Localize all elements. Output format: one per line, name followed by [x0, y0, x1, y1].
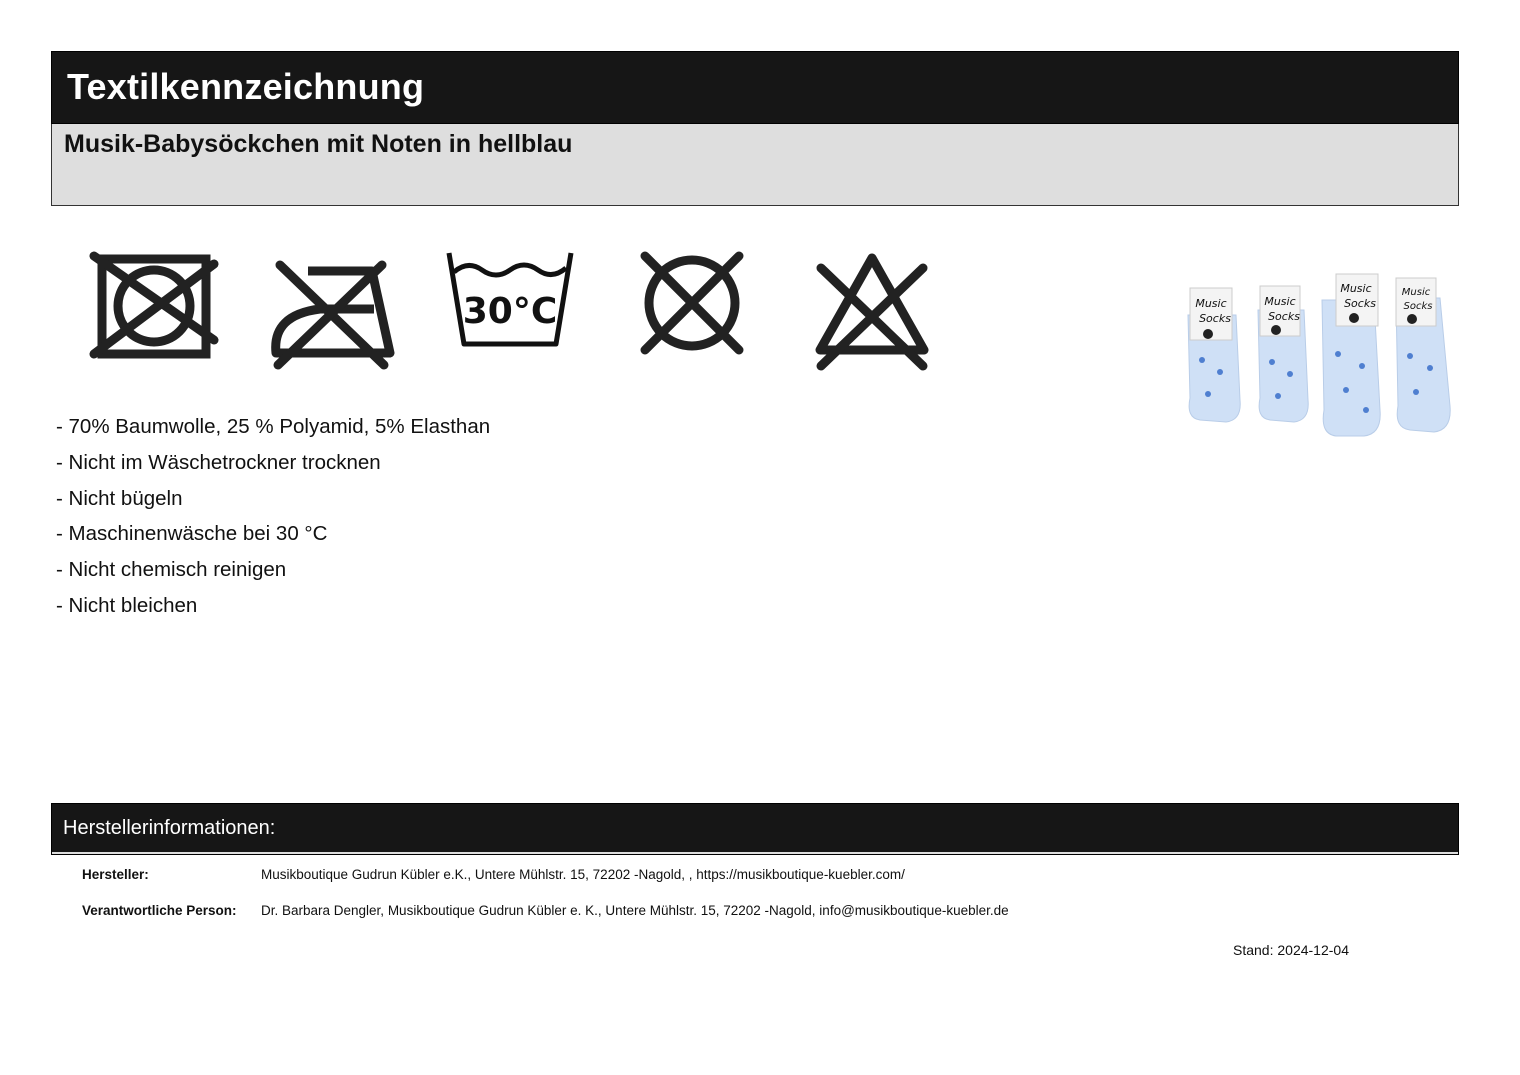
sock-tag-text: Socks: [1403, 301, 1433, 312]
care-instructions-list: [56, 412, 490, 627]
no-dry-clean-icon: [637, 250, 747, 356]
sock-tag-text: Socks: [1344, 297, 1376, 310]
product-title-box: [51, 124, 1459, 206]
sock-tag-text: Music: [1264, 295, 1296, 308]
responsible-person-value: Dr. Barbara Dengler, Musikboutique Gudrun Kübler e. K., Untere Mühlstr. 15, 72202 -Nagold, info@musikboutique-kuebler.de: [261, 903, 1009, 918]
sock-tag-text: Music: [1340, 282, 1372, 295]
sock-tag-text: Socks: [1268, 310, 1300, 323]
sock-2: [1258, 286, 1308, 422]
manufacturer-section-title: Herstellerinformationen:: [63, 817, 276, 839]
sock-tag-text: Socks: [1199, 312, 1231, 325]
date-stamp: Stand: 2024-12-04: [1233, 942, 1349, 958]
list-item: - Nicht bügeln: [56, 486, 183, 510]
list-item: - Maschinenwäsche bei 30 °C: [56, 522, 328, 546]
hersteller-value: Musikboutique Gudrun Kübler e.K., Untere Mühlstr. 15, 72202 -Nagold, , https://musikboutique-kuebler.com/: [261, 867, 905, 882]
title-bar: [51, 51, 1459, 124]
sock-tag-text: Music: [1195, 297, 1227, 310]
sock-1: [1188, 288, 1240, 422]
hersteller-label: Hersteller:: [82, 867, 149, 882]
wash-30-icon: [444, 250, 578, 348]
manufacturer-header: [51, 803, 1459, 855]
responsible-person-label: Verantwortliche Person:: [82, 903, 237, 918]
sock-3: [1322, 274, 1380, 436]
no-bleach-icon: [811, 250, 933, 372]
product-photo: [1178, 270, 1468, 445]
no-tumble-dry-icon: [88, 250, 220, 362]
sock-4: [1396, 278, 1450, 432]
no-iron-icon: [266, 259, 398, 373]
list-item: - Nicht im Wäschetrockner trocknen: [56, 450, 381, 474]
product-title: Musik-Babysöckchen mit Noten in hellblau: [64, 130, 573, 158]
list-item: - Nicht chemisch reinigen: [56, 558, 287, 582]
sock-tag-text: Music: [1401, 287, 1431, 298]
wash-temperature-label: 30°C: [462, 291, 558, 332]
list-item: - 70% Baumwolle, 25 % Polyamid, 5% Elasthan: [56, 415, 491, 438]
page-title: Textilkennzeichnung: [67, 66, 425, 107]
list-item: - Nicht bleichen: [56, 593, 198, 617]
